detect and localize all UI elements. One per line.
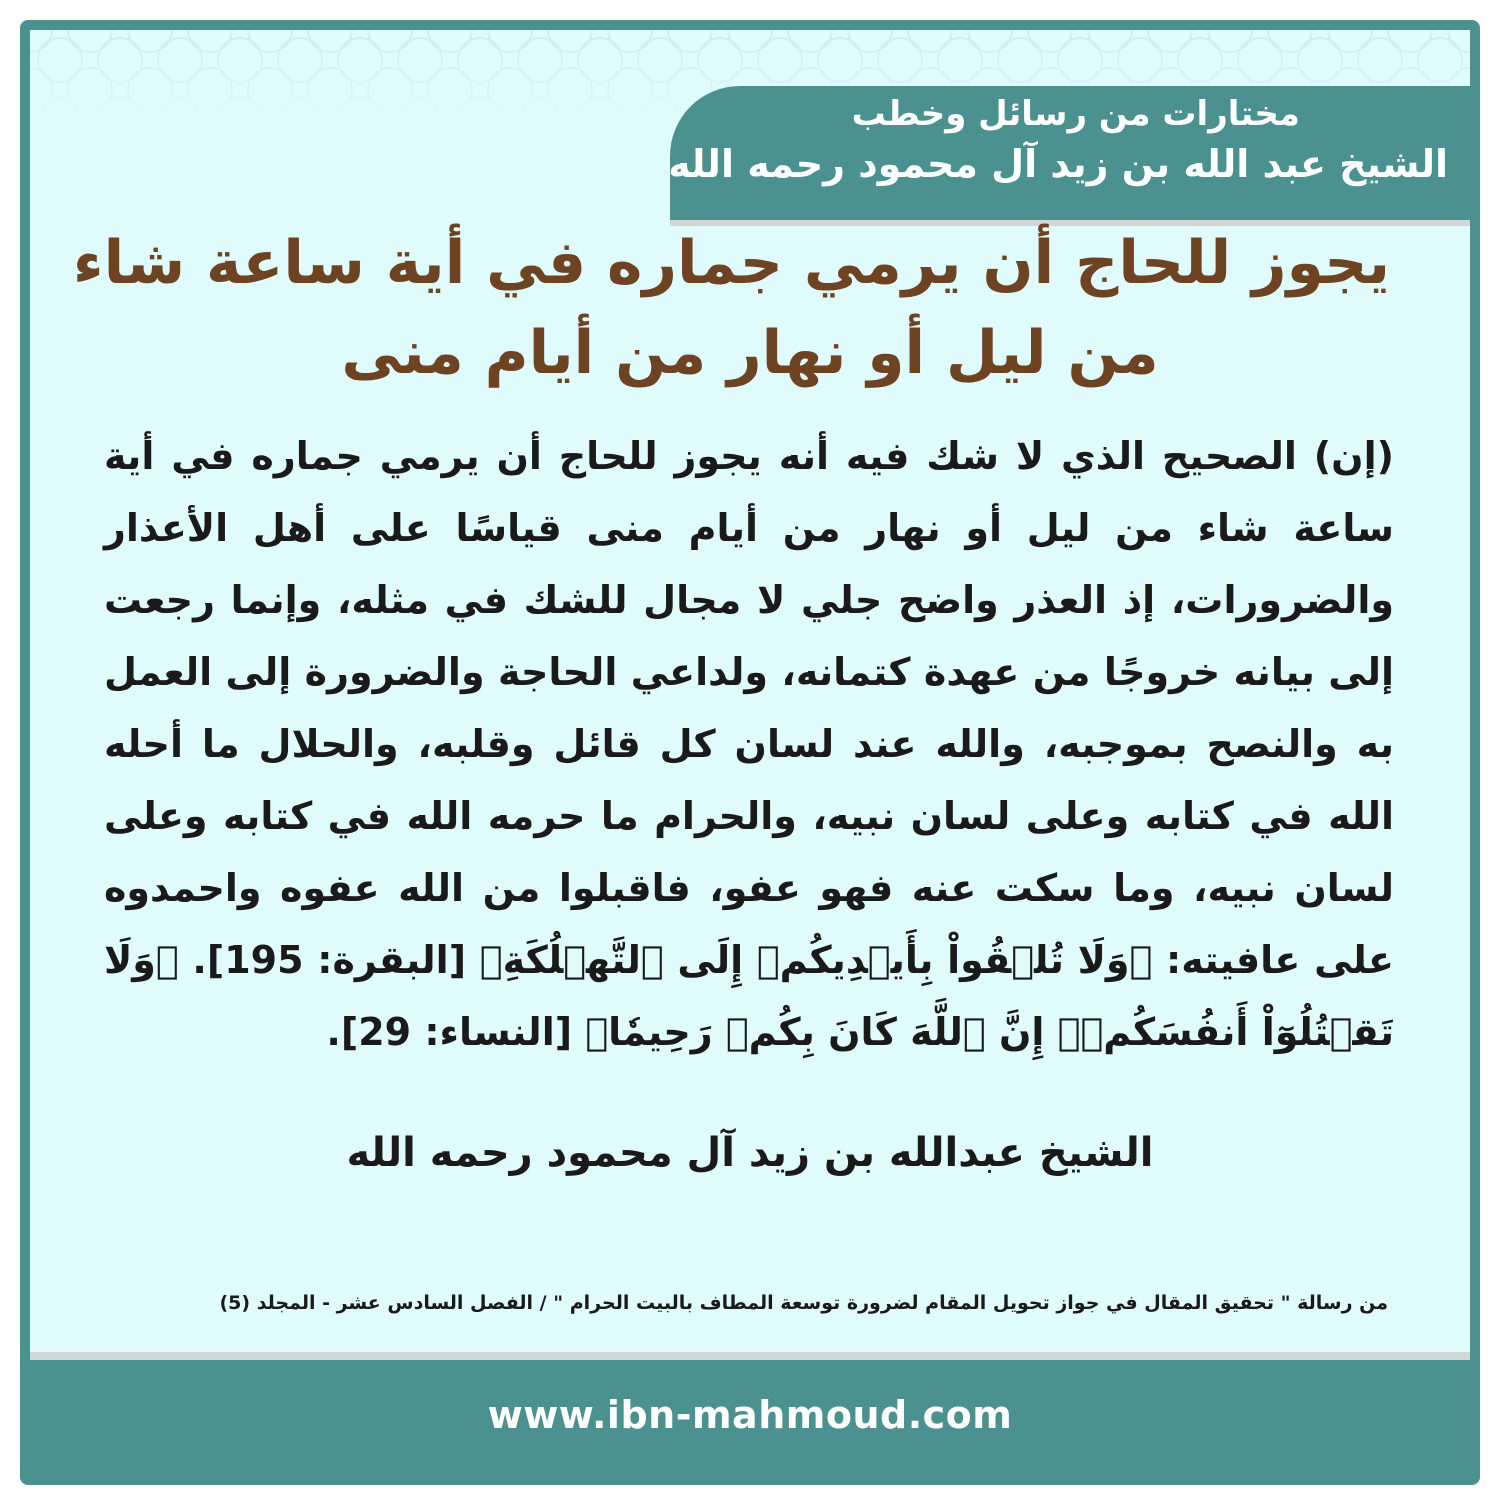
- header-author-name: الشيخ عبد الله بن زيد آل محمود رحمه الله: [668, 142, 1448, 186]
- panel-divider: [30, 1352, 1470, 1360]
- article-title-line-1: يجوز للحاج أن يرمي جماره في أية ساعة شاء: [72, 228, 1390, 298]
- content-panel: [30, 30, 1470, 1360]
- article-title-line-2: من ليل أو نهار من أيام منى: [341, 318, 1159, 388]
- source-citation: من رسالة " تحقيق المقال في جواز تحويل المقام لضرورة توسعة المطاف بالبيت الحرام " / الفصل السادس عشر - المجلد (5): [219, 1292, 1388, 1314]
- header-banner: [670, 86, 1470, 226]
- author-signature: الشيخ عبدالله بن زيد آل محمود رحمه الله: [346, 1130, 1154, 1176]
- header-series-title: مختارات من رسائل وخطب: [851, 94, 1300, 134]
- article-body: (إن) الصحيح الذي لا شك فيه أنه يجوز للحاج أن يرمي جماره في أية ساعة شاء من ليل أو نهار من أيام منى قياسًا على أهل الأعذار والضرورات، إذ العذر واضح جلي لا مجال للشك في مثله، وإنما رجعت إلى بيانه خروجًا من عهدة كتمانه، ولداعي الحاجة والضرورة إلى العمل به والنصح بموجبه، والله عند لسان كل قائل وقلبه، والحلال ما أحله الله في كتابه وعلى لسان نبيه، والحرام ما حرمه الله في كتابه وعلى لسان نبيه، وما سكت عنه فهو عفو، فاقبلوا من الله عفوه واحمدوه على عافيته: ﴿وَلَا تُلۡقُواْ بِأَيۡدِيكُمۡ إِلَى ٱلتَّهۡلُكَةِ﴾ [البقرة: 195]. ﴿وَلَا تَقۡتُلُوٓاْ أَنفُسَكُمۡۚ إِنَّ ٱللَّهَ كَانَ بِكُمۡ رَحِيمٗا﴾ [النساء: 29].: [104, 434, 1394, 1054]
- website-link[interactable]: www.ibn-mahmoud.com: [487, 1393, 1013, 1437]
